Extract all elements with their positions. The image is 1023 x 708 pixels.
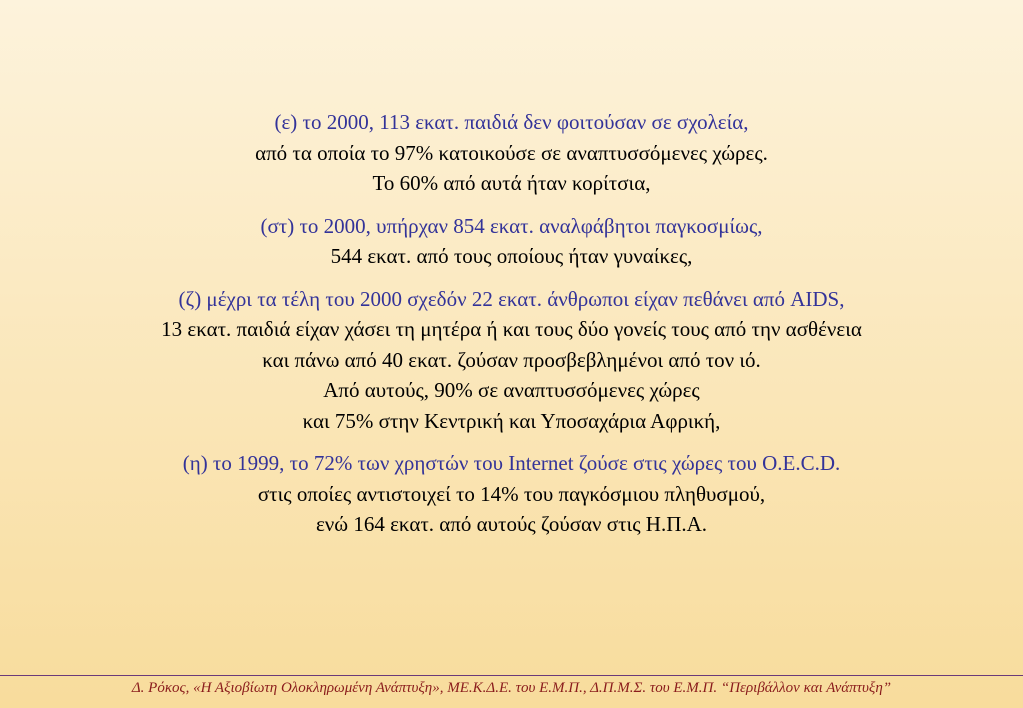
slide-body xyxy=(0,107,1023,552)
paragraph-line: ενώ 164 εκατ. από αυτούς ζούσαν στις Η.Π.Α. xyxy=(315,512,708,536)
paragraph-line: και 75% στην Κεντρική και Υποσαχάρια Αφρική, xyxy=(302,408,721,433)
paragraph-line: 13 εκατ. παιδιά είχαν χάσει τη μητέρα ή και τους δύο γονείς τους από την ασθένεια xyxy=(161,317,862,341)
paragraph-i xyxy=(0,448,1023,540)
footer-divider xyxy=(0,675,1023,676)
paragraph-line: (ε) το 2000, 113 εκατ. παιδιά δεν φοιτούσαν σε σχολεία, xyxy=(274,110,749,134)
paragraph-line: (ζ) μέχρι τα τέλη του 2000 σχεδόν 22 εκατ. άνθρωποι είχαν πεθάνει από AIDS, xyxy=(178,286,845,311)
paragraph-line: και πάνω από 40 εκατ. ζούσαν προσβεβλημένοι από τον ιό. xyxy=(262,347,761,372)
paragraph-line: από τα οποία το 97% κατοικούσε σε αναπτυσσόμενες χώρες. xyxy=(255,140,768,165)
paragraph-line: (η) το 1999, το 72% των χρηστών του Internet ζούσε στις χώρες του O.E.C.D. xyxy=(182,451,841,475)
paragraph-st xyxy=(0,211,1023,272)
footer-citation: Δ. Ρόκος, «Η Αξιοβίωτη Ολοκληρωμένη Ανάπτυξη», ΜΕ.Κ.Δ.Ε. του Ε.Μ.Π., Δ.Π.Μ.Σ. του Ε.Μ.Π. “Περιβάλλον και Ανάπτυξη” xyxy=(131,680,892,696)
paragraph-z xyxy=(0,284,1023,437)
paragraph-line: στις οποίες αντιστοιχεί το 14% του παγκόσμιου πληθυσμού, xyxy=(257,481,766,506)
paragraph-line: Από αυτούς, 90% σε αναπτυσσόμενες χώρες xyxy=(323,378,700,402)
paragraph-e xyxy=(0,107,1023,199)
paragraph-line: 544 εκατ. από τους οποίους ήταν γυναίκες, xyxy=(330,244,693,268)
paragraph-line: Το 60% από αυτά ήταν κορίτσια, xyxy=(372,171,651,195)
paragraph-line: (στ) το 2000, υπήρχαν 854 εκατ. αναλφάβητοι παγκοσμίως, xyxy=(260,213,763,238)
